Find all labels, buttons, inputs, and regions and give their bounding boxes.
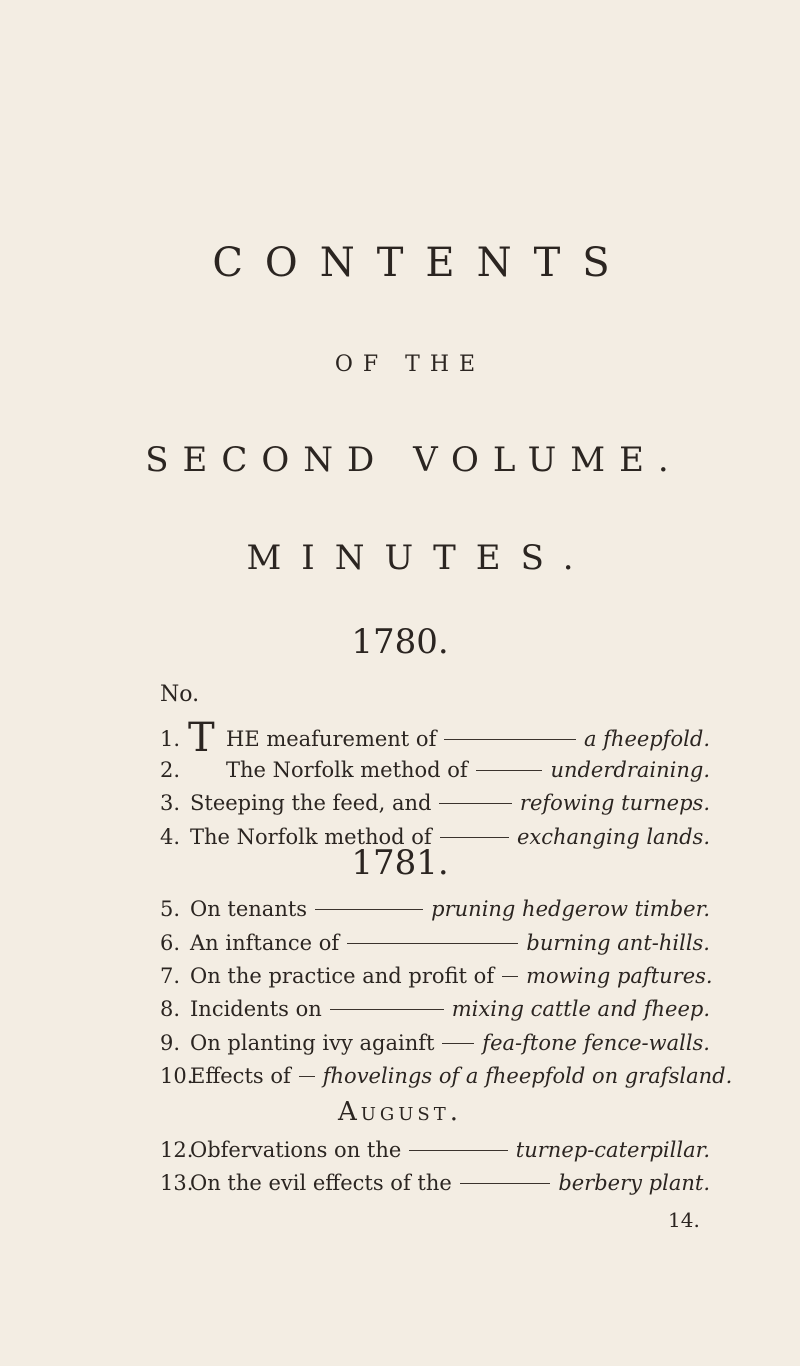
dash-leader — [476, 770, 543, 771]
entry-text: On the practice and profit of — [190, 964, 495, 988]
entry-number: 13. — [160, 1171, 194, 1195]
entry-number: 1. — [160, 727, 181, 751]
entry-number: 3. — [160, 791, 181, 815]
entry-topic: berbery plant. — [558, 1171, 710, 1195]
entry-topic: turnep-caterpillar. — [515, 1138, 710, 1162]
year-1780-heading: 1780. — [351, 622, 449, 662]
entry-text: Obfervations on the — [190, 1138, 402, 1162]
entry-topic: exchanging lands. — [516, 825, 710, 849]
entry-number: 6. — [160, 931, 181, 955]
entry-text: An inftance of — [190, 931, 340, 955]
year-1781-heading: 1781. — [351, 843, 449, 883]
contents-heading: CONTENTS — [212, 240, 632, 286]
contents-entry-3 — [160, 791, 710, 815]
number-column-label: No. — [160, 682, 200, 707]
contents-entry-1 — [160, 727, 710, 751]
drop-cap: T — [188, 715, 215, 761]
dash-leader — [442, 1043, 474, 1044]
entry-number: 4. — [160, 825, 181, 849]
contents-entry-10 — [160, 1064, 733, 1088]
contents-entry-8 — [160, 997, 710, 1021]
entry-topic: mixing cattle and fheep. — [451, 997, 710, 1021]
dash-leader — [299, 1076, 315, 1077]
contents-entry-7 — [160, 964, 713, 988]
entry-number: 2. — [160, 758, 181, 782]
catchword: 14. — [668, 1208, 700, 1232]
dash-leader — [502, 976, 518, 977]
volume-heading: SECOND VOLUME. — [145, 440, 683, 480]
dash-leader — [409, 1150, 508, 1151]
dash-leader — [347, 943, 518, 944]
entry-text: Incidents on — [190, 997, 322, 1021]
dash-leader — [439, 803, 511, 804]
contents-entry-6 — [160, 931, 710, 955]
entry-text: On the evil effects of the — [190, 1171, 452, 1195]
entry-text: HE meafurement of — [226, 727, 437, 751]
entry-number: 7. — [160, 964, 181, 988]
contents-entry-9 — [160, 1031, 710, 1055]
entry-text: On planting ivy againft — [190, 1031, 435, 1055]
entry-number: 10. — [160, 1064, 194, 1088]
dash-leader — [330, 1009, 444, 1010]
entry-topic: underdraining. — [550, 758, 710, 782]
dash-leader — [460, 1183, 551, 1184]
minutes-heading: MINUTES. — [246, 538, 594, 578]
entry-number: 9. — [160, 1031, 181, 1055]
contents-entry-2 — [160, 758, 710, 782]
entry-topic: a fheepfold. — [583, 727, 710, 751]
entry-text: The Norfolk method of — [226, 758, 468, 782]
entry-text: The Norfolk method of — [190, 825, 432, 849]
dash-leader — [315, 909, 423, 910]
entry-text: Effects of — [190, 1064, 291, 1088]
entry-number: 5. — [160, 897, 181, 921]
entry-topic: burning ant-hills. — [526, 931, 710, 955]
entry-text: Steeping the feed, and — [190, 791, 432, 815]
entry-topic: pruning hedgerow timber. — [431, 897, 710, 921]
contents-entry-13 — [160, 1171, 710, 1195]
dash-leader — [444, 739, 576, 740]
of-the-heading: OF THE — [334, 352, 486, 377]
contents-entry-5 — [160, 897, 710, 921]
entry-topic: refowing turneps. — [519, 791, 710, 815]
month-heading-august: August. — [337, 1097, 463, 1127]
entry-topic: mowing paftures. — [526, 964, 713, 988]
entry-topic: fhovelings of a fheepfold on grafsland. — [322, 1064, 733, 1088]
entry-number: 12. — [160, 1138, 194, 1162]
entry-topic: fea-ftone fence-walls. — [482, 1031, 710, 1055]
entry-number: 8. — [160, 997, 181, 1021]
dash-leader — [440, 837, 509, 838]
entry-text: On tenants — [190, 897, 308, 921]
contents-entry-12 — [160, 1138, 710, 1162]
